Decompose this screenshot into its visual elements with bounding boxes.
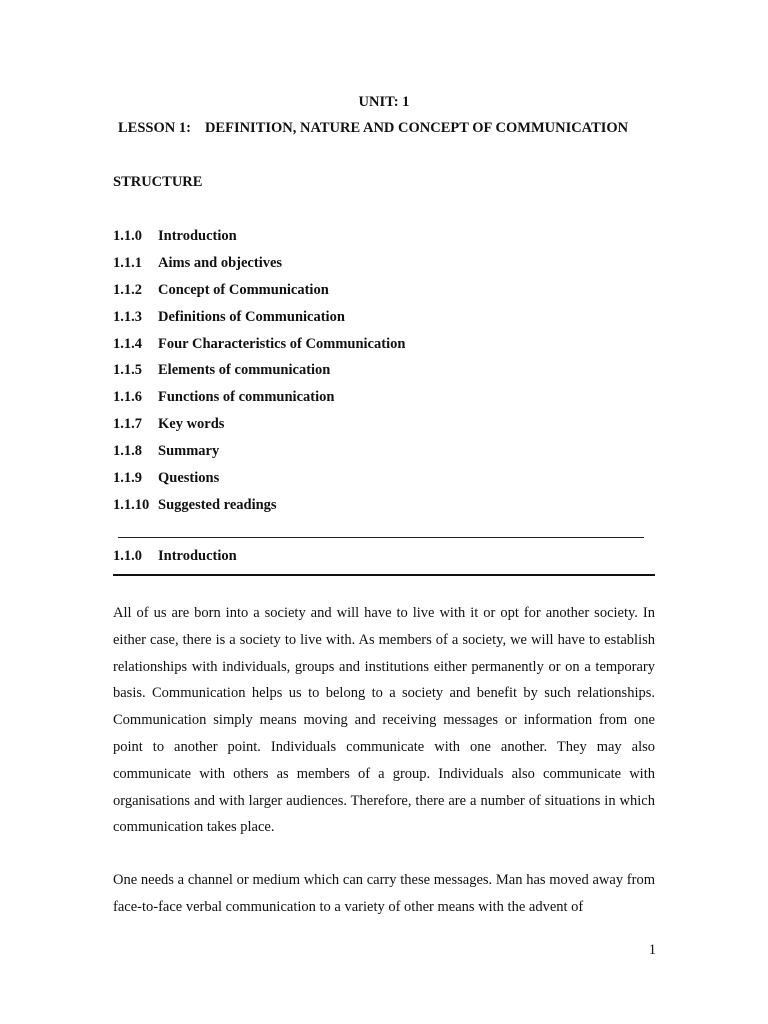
toc-item-label: Concept of Communication (158, 281, 329, 298)
toc-item (113, 309, 405, 336)
toc-item-label: Aims and objectives (158, 254, 283, 271)
toc-item-number: 1.1.3 (113, 308, 142, 325)
lesson-label: LESSON 1: (118, 120, 191, 136)
structure-heading: STRUCTURE (113, 174, 203, 190)
toc-item-number: 1.1.8 (113, 443, 142, 460)
toc-item-label: Definitions of Communication (158, 308, 345, 325)
lesson-title (118, 120, 628, 137)
toc-item (113, 336, 405, 363)
toc-item (113, 362, 405, 389)
toc-item-number: 1.1.7 (113, 416, 142, 433)
section-number: 1.1.0 (113, 548, 142, 564)
toc-item (113, 443, 405, 470)
toc-item (113, 470, 405, 497)
page-number: 1 (648, 942, 656, 958)
section-title: Introduction (158, 548, 237, 564)
toc-item-label: Summary (158, 443, 220, 460)
section-divider (118, 537, 644, 538)
toc-item-number: 1.1.2 (113, 281, 142, 298)
toc-item-label: Questions (158, 470, 220, 487)
toc-item (113, 228, 405, 255)
body-paragraph: All of us are born into a society and will have to live with it or opt for another society. In either case, there is a society to live with. As members of a society, we will have to establish relationships with individuals, groups and institutions either permanently or on a temporary basis. Communication helps us to belong to a society and benefit by such relationships. Communication simply means moving and receiving messages or information from one point to another point. Individuals communicate with one another. They may also communicate with others as members of a group. Individuals also communicate with organisations and with larger audiences. Therefore, there are a number of situations in which communication takes place. (113, 605, 655, 836)
toc-item (113, 255, 405, 282)
toc-item-label: Four Characteristics of Communication (158, 335, 406, 352)
toc-item-number: 1.1.10 (113, 496, 150, 513)
toc-item-label: Functions of communication (158, 389, 335, 406)
section-underline (113, 574, 655, 576)
lesson-title-text: DEFINITION, NATURE AND CONCEPT OF COMMUNICATION (204, 120, 629, 136)
toc-item-number: 1.1.1 (113, 254, 142, 271)
toc-item-label: Key words (158, 416, 225, 433)
toc-item-number: 1.1.6 (113, 389, 142, 406)
toc-item-label: Introduction (158, 228, 237, 244)
table-of-contents (113, 228, 405, 524)
toc-item-label: Suggested readings (158, 496, 277, 513)
toc-item-number: 1.1.9 (113, 470, 142, 487)
toc-item-number: 1.1.4 (113, 335, 142, 352)
toc-item (113, 282, 405, 309)
unit-title: UNIT: 1 (358, 94, 410, 110)
section-heading (113, 548, 237, 565)
toc-item-number: 1.1.5 (113, 362, 142, 379)
body-paragraph: One needs a channel or medium which can carry these messages. Man has moved away from face-to-face verbal communication to a variety of other means with the advent of (113, 872, 655, 915)
toc-item (113, 416, 405, 443)
toc-item (113, 497, 405, 524)
toc-item-label: Elements of communication (158, 362, 331, 379)
toc-item-number: 1.1.0 (113, 228, 142, 244)
toc-item (113, 389, 405, 416)
